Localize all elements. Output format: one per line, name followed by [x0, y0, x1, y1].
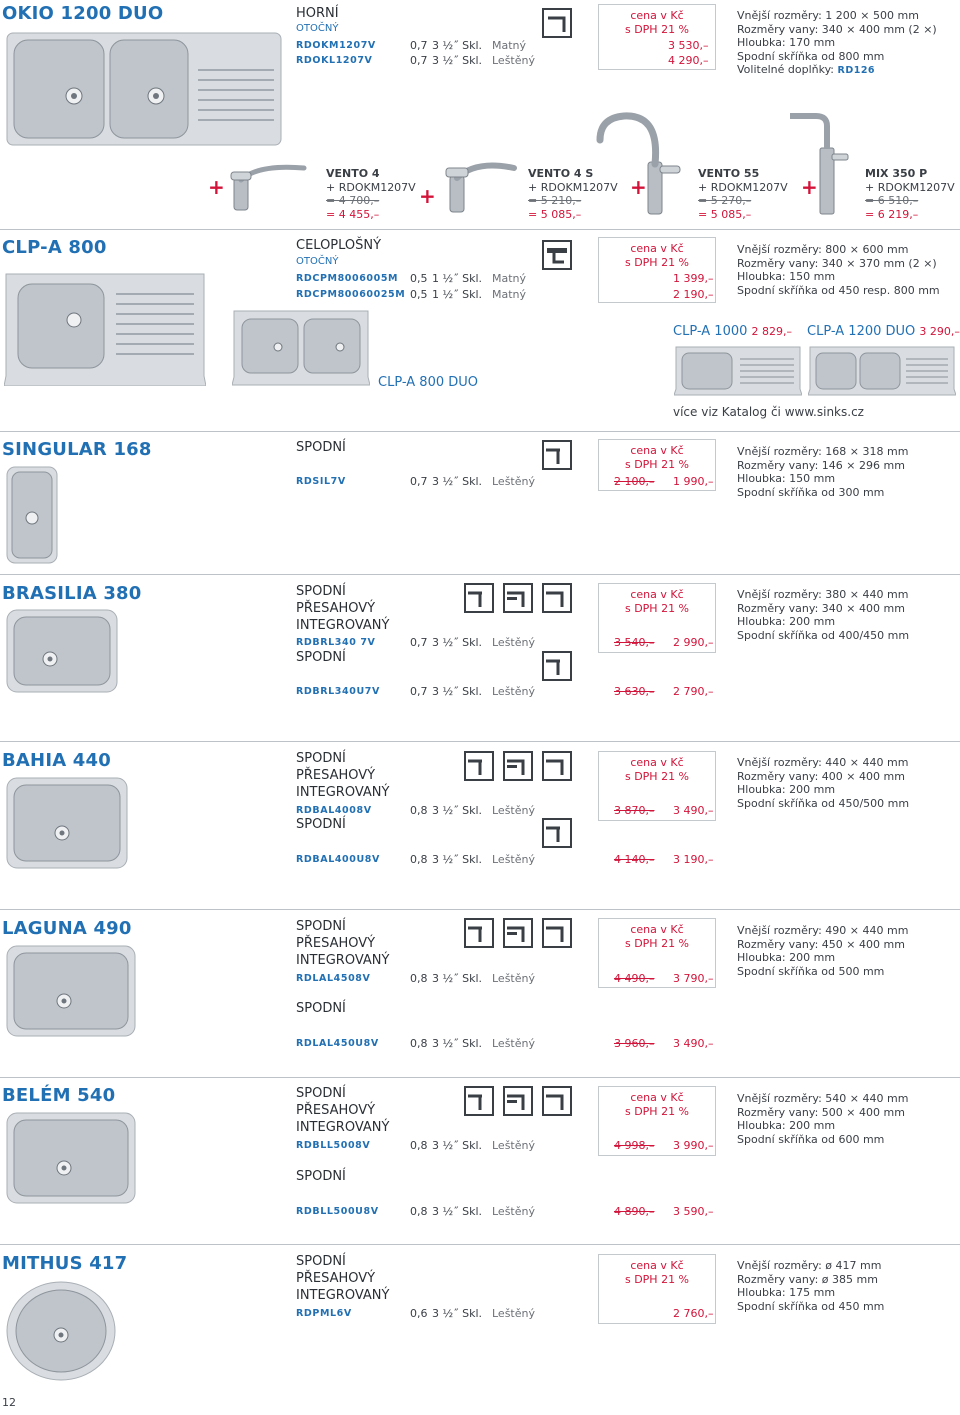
thickness-okio-2: 0,7: [410, 54, 428, 67]
type-flush: PŘESAHOVÝ: [296, 936, 376, 951]
price-header-brasilia-1: cena v Kč: [630, 588, 684, 601]
code-bahia-1: RDBAL4008V: [296, 805, 372, 816]
product-name-singular: SINGULAR 168: [2, 439, 152, 460]
code-mithus: RDPML6V: [296, 1308, 352, 1319]
type-bottom: SPODNÍ: [296, 1254, 346, 1269]
spec-line: Hloubka: 175 mm: [737, 1286, 836, 1300]
spec-line: Vnější rozměry: 800 × 600 mm: [737, 243, 909, 256]
spec-line: Rozměry vany: 500 × 400 mm: [737, 1105, 905, 1119]
specs-laguna: [737, 924, 908, 978]
price-header-laguna-1: cena v Kč: [630, 923, 684, 936]
plus-icon: +: [208, 175, 225, 199]
old-price-laguna-2: 3 960,–: [614, 1037, 655, 1050]
type-bottom: SPODNÍ: [296, 584, 346, 599]
spec-line: Hloubka: 200 mm: [737, 783, 836, 797]
price-header-bahia-1: cena v Kč: [630, 756, 684, 769]
thickness-brasilia-2: 0,7: [410, 685, 428, 698]
spec-line: Vnější rozměry: 380 × 440 mm: [737, 588, 909, 601]
old-price-brasilia-1: 3 540,–: [614, 636, 655, 649]
sink-image-clpa-1000: [674, 345, 802, 397]
optional-accessories: [737, 63, 937, 76]
specs-belem: [737, 1092, 908, 1146]
price-header-brasilia-2: s DPH 21 %: [624, 602, 690, 615]
drain-okio-1: 3 ½˝ Skl.: [432, 39, 483, 52]
faucet-combo: + RDOKM1207V: [865, 180, 955, 194]
spec-line: Spodní skříňka od 500 mm: [737, 964, 885, 978]
type-flush: PŘESAHOVÝ: [296, 768, 376, 783]
drain-clpa-1: 1 ½˝ Skl.: [432, 272, 483, 285]
finish-okio-1: Matný: [492, 39, 527, 52]
price-header-okio-2: s DPH 21 %: [624, 23, 690, 36]
finish-clpa-2: Matný: [492, 288, 527, 301]
flush-mount-icon: [503, 751, 533, 781]
spec-line: Hloubka: 200 mm: [737, 615, 836, 629]
divider: [0, 1244, 960, 1245]
finish-brasilia-1: Leštěný: [492, 636, 535, 649]
spec-line: Spodní skříňka od 800 mm: [737, 49, 885, 63]
divider: [0, 741, 960, 742]
spec-line: Spodní skříňka od 400/450 mm: [737, 628, 910, 642]
product-name-okio: OKIO 1200 DUO: [2, 3, 164, 24]
flush-mount-icon: [503, 1086, 533, 1116]
price-okio-1: 3 530,–: [668, 39, 709, 52]
top-mount-icon: [542, 8, 572, 38]
mount-types-bahia: [296, 750, 389, 801]
spec-line: Hloubka: 170 mm: [737, 36, 836, 50]
type-bottom: SPODNÍ: [296, 1086, 346, 1101]
sink-image-mithus: [6, 1281, 116, 1381]
drain-laguna-1: 3 ½˝ Skl.: [432, 972, 483, 985]
price-brasilia-1: 2 990,–: [673, 636, 714, 649]
page-number: 12: [2, 1396, 16, 1409]
spec-line: Vnější rozměry: 1 200 × 500 mm: [737, 9, 919, 22]
drain-clpa-2: 1 ½˝ Skl.: [432, 288, 483, 301]
finish-mithus: Leštěný: [492, 1307, 535, 1320]
faucet-combo: + RDOKM1207V: [528, 180, 618, 194]
type-integrated: INTEGROVANÝ: [296, 618, 390, 633]
price-header-singular-2: s DPH 21 %: [624, 458, 690, 471]
type-bottom-2: SPODNÍ: [296, 1169, 346, 1184]
integrated-mount-icon: [542, 751, 572, 781]
thickness-mithus: 0,6: [410, 1307, 428, 1320]
code-clpa-2: RDCPM80060025M: [296, 289, 406, 300]
price-clpa-1: 1 399,–: [673, 272, 714, 285]
drain-belem-1: 3 ½˝ Skl.: [432, 1139, 483, 1152]
mount-type-singular: SPODNÍ: [296, 440, 346, 455]
extra-price: 3 290,–: [919, 325, 960, 338]
code-laguna-2: RDLAL450U8V: [296, 1038, 379, 1049]
extra-name: CLP-A 1200 DUO: [807, 324, 916, 339]
integrated-mount-icon: [542, 1086, 572, 1116]
finish-belem-2: Leštěný: [492, 1205, 535, 1218]
spec-line: Vnější rozměry: ø 417 mm: [737, 1259, 882, 1272]
type-integrated: INTEGROVANÝ: [296, 1288, 390, 1303]
sink-image-clpa-1200duo: [808, 345, 956, 397]
code-brasilia-1: RDBRL340 7V: [296, 637, 376, 648]
drain-brasilia-2: 3 ½˝ Skl.: [432, 685, 483, 698]
sink-image-clpa: [4, 264, 206, 386]
old-price-belem-2: 4 890,–: [614, 1205, 655, 1218]
price-mithus: 2 760,–: [673, 1307, 714, 1320]
mount-type-okio: HORNÍ: [296, 6, 339, 21]
thickness-clpa-1: 0,5: [410, 272, 428, 285]
price-header-mithus-1: cena v Kč: [630, 1259, 684, 1272]
product-name-clpa: CLP-A 800: [2, 237, 107, 258]
faucet-image-vento4: [228, 160, 308, 212]
product-name-mithus: MITHUS 417: [2, 1253, 128, 1274]
sink-image-brasilia: [6, 609, 118, 693]
spec-line: Vnější rozměry: 168 × 318 mm: [737, 445, 909, 458]
price-header-bahia-2: s DPH 21 %: [624, 770, 690, 783]
thickness-bahia-1: 0,8: [410, 804, 428, 817]
drain-mithus: 3 ½˝ Skl.: [432, 1307, 483, 1320]
code-okio-2: RDOKL1207V: [296, 55, 373, 66]
specs-okio: [737, 9, 937, 76]
code-belem-1: RDBLL5008V: [296, 1140, 371, 1151]
integrated-mount-icon: [542, 583, 572, 613]
type-flush: PŘESAHOVÝ: [296, 1103, 376, 1118]
finish-brasilia-2: Leštěný: [492, 685, 535, 698]
spec-line: Spodní skříňka od 450/500 mm: [737, 796, 910, 810]
sink-image-bahia: [6, 777, 128, 869]
faucet-title: VENTO 4: [326, 167, 380, 180]
spec-line: Rozměry vany: 340 × 370 mm (2 ×): [737, 256, 937, 270]
spec-line: Vnější rozměry: 440 × 440 mm: [737, 756, 909, 769]
type-bottom-2: SPODNÍ: [296, 650, 346, 665]
divider: [0, 229, 960, 230]
optional-code: RD126: [837, 65, 876, 77]
bottom-mount-icon: [464, 751, 494, 781]
thickness-clpa-2: 0,5: [410, 288, 428, 301]
spec-line: Hloubka: 200 mm: [737, 951, 836, 965]
price-header-singular-1: cena v Kč: [630, 444, 684, 457]
finish-bahia-1: Leštěný: [492, 804, 535, 817]
sink-image-singular: [6, 466, 58, 564]
faucet-new-price: = 5 085,–: [528, 207, 582, 221]
price-singular: 1 990,–: [673, 475, 714, 488]
faucet-old-price: = 4 700,–: [326, 194, 380, 207]
mount-type-clpa: CELOPLOŠNÝ: [296, 238, 382, 253]
sink-image-laguna: [6, 945, 136, 1037]
sink-image-okio: [6, 32, 282, 147]
finish-okio-2: Leštěný: [492, 54, 535, 67]
extra-price: 2 829,–: [751, 325, 793, 338]
extra-clpa-1000: [673, 324, 792, 339]
spec-line: Hloubka: 150 mm: [737, 472, 836, 486]
product-name-laguna: LAGUNA 490: [2, 918, 132, 939]
faucet-combo-vento4: [326, 167, 416, 221]
spec-line: Rozměry vany: ø 385 mm: [737, 1272, 878, 1286]
spec-line: Hloubka: 150 mm: [737, 270, 836, 284]
price-laguna-2: 3 490,–: [673, 1037, 714, 1050]
price-header-belem-2: s DPH 21 %: [624, 1105, 690, 1118]
subtype-clpa: OTOČNÝ: [296, 256, 339, 267]
spec-line: Spodní skříňka od 450 resp. 800 mm: [737, 283, 940, 297]
bottom-mount-icon: [542, 651, 572, 681]
type-integrated: INTEGROVANÝ: [296, 1120, 390, 1135]
code-clpa-1: RDCPM8006005M: [296, 273, 399, 284]
code-singular: RDSIL7V: [296, 476, 346, 487]
sink-image-belem: [6, 1112, 136, 1204]
faucet-image-vento55: [588, 108, 688, 216]
code-okio-1: RDOKM1207V: [296, 40, 376, 51]
old-price-bahia-1: 3 870,–: [614, 804, 655, 817]
faucet-new-price: = 6 219,–: [865, 207, 919, 221]
faucet-image-mix350p: [776, 108, 860, 216]
spec-line: Vnější rozměry: 540 × 440 mm: [737, 1092, 909, 1105]
type-flush: PŘESAHOVÝ: [296, 1271, 376, 1286]
finish-belem-1: Leštěný: [492, 1139, 535, 1152]
thickness-bahia-2: 0,8: [410, 853, 428, 866]
label-clpa-duo: CLP-A 800 DUO: [378, 375, 479, 390]
faucet-old-price: = 5 270,–: [698, 194, 752, 207]
spec-line: Rozměry vany: 146 × 296 mm: [737, 458, 905, 472]
price-belem-2: 3 590,–: [673, 1205, 714, 1218]
mount-types-mithus: [296, 1253, 389, 1304]
specs-singular: [737, 445, 908, 499]
drain-brasilia-1: 3 ½˝ Skl.: [432, 636, 483, 649]
code-brasilia-2: RDBRL340U7V: [296, 686, 380, 697]
product-name-belem: BELÉM 540: [2, 1085, 116, 1106]
finish-singular: Leštěný: [492, 475, 535, 488]
price-bahia-2: 3 190,–: [673, 853, 714, 866]
faucet-image-vento4s: [436, 152, 520, 214]
thickness-okio-1: 0,7: [410, 39, 428, 52]
code-laguna-1: RDLAL4508V: [296, 973, 371, 984]
mount-types-belem: [296, 1085, 389, 1136]
price-header-clpa-1: cena v Kč: [630, 242, 684, 255]
faucet-old-price: = 6 510,–: [865, 194, 919, 207]
product-name-brasilia: BRASILIA 380: [2, 583, 142, 604]
faucet-title: VENTO 55: [698, 167, 760, 180]
specs-brasilia: [737, 588, 909, 642]
price-clpa-2: 2 190,–: [673, 288, 714, 301]
finish-laguna-1: Leštěný: [492, 972, 535, 985]
flush-mount-icon: [503, 918, 533, 948]
extra-clpa-1200duo: [807, 324, 960, 339]
faucet-title: MIX 350 P: [865, 167, 928, 180]
bottom-mount-icon: [464, 583, 494, 613]
specs-clpa: [737, 243, 940, 297]
thickness-belem-2: 0,8: [410, 1205, 428, 1218]
faucet-combo-mix350p: [865, 167, 955, 221]
type-bottom: SPODNÍ: [296, 751, 346, 766]
type-bottom: SPODNÍ: [296, 919, 346, 934]
code-belem-2: RDBLL500U8V: [296, 1206, 379, 1217]
extra-name: CLP-A 1000: [673, 324, 748, 339]
bottom-mount-icon: [542, 818, 572, 848]
price-header-okio-1: cena v Kč: [630, 9, 684, 22]
drain-laguna-2: 3 ½˝ Skl.: [432, 1037, 483, 1050]
old-price-laguna-1: 4 490,–: [614, 972, 655, 985]
integrated-mount-icon: [542, 918, 572, 948]
faucet-combo-vento55: [698, 167, 788, 221]
divider: [0, 574, 960, 575]
drain-okio-2: 3 ½˝ Skl.: [432, 54, 483, 67]
bottom-mount-icon: [542, 440, 572, 470]
spec-line: Rozměry vany: 340 × 400 mm (2 ×): [737, 22, 937, 36]
old-price-singular: 2 100,–: [614, 475, 655, 488]
specs-mithus: [737, 1259, 884, 1313]
specs-bahia: [737, 756, 909, 810]
spec-line: Spodní skříňka od 600 mm: [737, 1132, 885, 1146]
price-okio-2: 4 290,–: [668, 54, 709, 67]
drain-bahia-1: 3 ½˝ Skl.: [432, 804, 483, 817]
spec-line: Spodní skříňka od 450 mm: [737, 1299, 885, 1313]
bottom-mount-icon: [464, 918, 494, 948]
price-header-laguna-2: s DPH 21 %: [624, 937, 690, 950]
type-integrated: INTEGROVANÝ: [296, 785, 390, 800]
drain-singular: 3 ½˝ Skl.: [432, 475, 483, 488]
full-surface-icon: [542, 240, 572, 270]
faucet-new-price: = 4 455,–: [326, 207, 380, 221]
old-price-brasilia-2: 3 630,–: [614, 685, 655, 698]
plus-icon: +: [630, 175, 647, 199]
finish-laguna-2: Leštěný: [492, 1037, 535, 1050]
mount-types-brasilia: [296, 583, 389, 634]
faucet-old-price: = 5 210,–: [528, 194, 582, 207]
type-integrated: INTEGROVANÝ: [296, 953, 390, 968]
drain-belem-2: 3 ½˝ Skl.: [432, 1205, 483, 1218]
subtype-okio: OTOČNÝ: [296, 23, 339, 34]
price-header-belem-1: cena v Kč: [630, 1091, 684, 1104]
finish-clpa-1: Matný: [492, 272, 527, 285]
product-name-bahia: BAHIA 440: [2, 750, 111, 771]
faucet-title: VENTO 4 S: [528, 167, 594, 180]
thickness-belem-1: 0,8: [410, 1139, 428, 1152]
price-header-mithus-2: s DPH 21 %: [624, 1273, 690, 1286]
divider: [0, 1077, 960, 1078]
price-belem-1: 3 990,–: [673, 1139, 714, 1152]
plus-icon: +: [419, 184, 436, 208]
spec-line: Rozměry vany: 450 × 400 mm: [737, 937, 905, 951]
mount-types-laguna: [296, 918, 389, 969]
spec-line: Hloubka: 200 mm: [737, 1119, 836, 1133]
sink-image-clpa-duo: [232, 307, 370, 387]
divider: [0, 909, 960, 910]
type-flush: PŘESAHOVÝ: [296, 601, 376, 616]
price-brasilia-2: 2 790,–: [673, 685, 714, 698]
bottom-mount-icon: [464, 1086, 494, 1116]
spec-line: Rozměry vany: 400 × 400 mm: [737, 769, 905, 783]
flush-mount-icon: [503, 583, 533, 613]
faucet-new-price: = 5 085,–: [698, 207, 752, 221]
price-laguna-1: 3 790,–: [673, 972, 714, 985]
old-price-bahia-2: 4 140,–: [614, 853, 655, 866]
divider: [0, 431, 960, 432]
type-bottom-2: SPODNÍ: [296, 817, 346, 832]
code-bahia-2: RDBAL400U8V: [296, 854, 380, 865]
optional-label: Volitelné doplňky:: [737, 63, 835, 77]
faucet-combo: + RDOKM1207V: [326, 180, 416, 194]
thickness-singular: 0,7: [410, 475, 428, 488]
spec-line: Vnější rozměry: 490 × 440 mm: [737, 924, 909, 937]
old-price-belem-1: 4 998,–: [614, 1139, 655, 1152]
catalog-note: více viz Katalog či www.sinks.cz: [673, 405, 864, 419]
drain-bahia-2: 3 ½˝ Skl.: [432, 853, 483, 866]
plus-icon: +: [801, 175, 818, 199]
spec-line: Spodní skříňka od 300 mm: [737, 485, 885, 499]
type-bottom-2: SPODNÍ: [296, 1001, 346, 1016]
price-bahia-1: 3 490,–: [673, 804, 714, 817]
finish-bahia-2: Leštěný: [492, 853, 535, 866]
price-header-clpa-2: s DPH 21 %: [624, 256, 690, 269]
thickness-brasilia-1: 0,7: [410, 636, 428, 649]
thickness-laguna-2: 0,8: [410, 1037, 428, 1050]
thickness-laguna-1: 0,8: [410, 972, 428, 985]
faucet-combo: + RDOKM1207V: [698, 180, 788, 194]
spec-line: Rozměry vany: 340 × 400 mm: [737, 601, 905, 615]
